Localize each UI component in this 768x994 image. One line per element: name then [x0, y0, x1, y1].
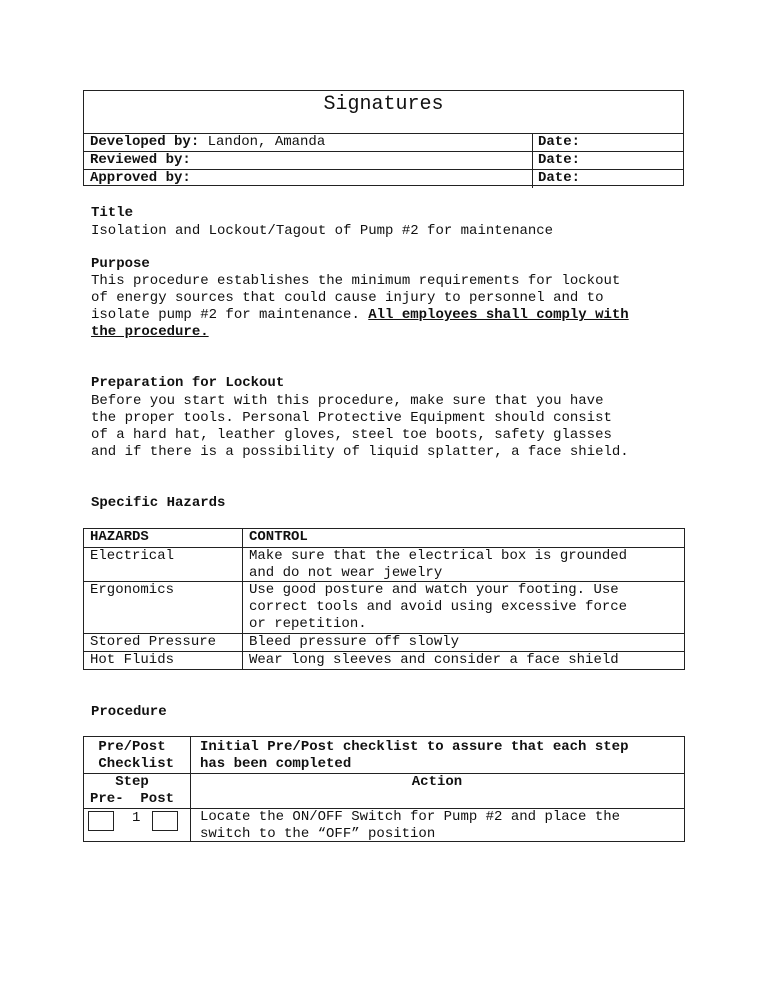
date-label: Date: [532, 134, 683, 152]
checklist-header: Pre/Post Checklist [98, 739, 175, 772]
post-checkbox[interactable] [152, 811, 178, 831]
table-row [84, 581, 684, 632]
purpose-compliance-statement-end: the procedure. [91, 324, 209, 340]
control-cell: Use good posture and watch your footing. Use correct tools and avoid using excessive force or repetition. [249, 582, 628, 632]
action-header: Action [411, 774, 463, 790]
date-label: Date: [532, 170, 683, 188]
reviewed-row [84, 151, 683, 170]
step-action: Locate the ON/OFF Switch for Pump #2 and place the switch to the “OFF” position [200, 809, 621, 842]
developed-value: Landon, Amanda [199, 134, 326, 150]
signatures-table [83, 90, 684, 186]
hazards-heading: Specific Hazards [91, 495, 226, 511]
table-row [84, 651, 684, 668]
signatures-title: Signatures [323, 93, 444, 116]
approved-row [84, 169, 683, 188]
title-heading: Title [91, 205, 134, 221]
table-row [84, 547, 684, 581]
step-header: Step Pre- Post [90, 774, 175, 807]
column-divider [242, 529, 243, 669]
approved-label: Approved by: [90, 170, 191, 186]
preparation-heading: Preparation for Lockout [91, 375, 285, 391]
control-cell: Make sure that the electrical box is grounded and do not wear jewelry [249, 548, 628, 581]
title-text: Isolation and Lockout/Tagout of Pump #2 for maintenance [91, 223, 554, 239]
purpose-line [91, 307, 629, 324]
step-number: 1 [132, 810, 141, 826]
preparation-line: of a hard hat, leather gloves, steel toe boots, safety glasses [91, 427, 612, 443]
control-column-header: CONTROL [249, 529, 308, 545]
initial-checklist-text: Initial Pre/Post checklist to assure that each step has been completed [200, 739, 629, 772]
purpose-heading: Purpose [91, 256, 150, 272]
purpose-line: This procedure establishes the minimum requirements for lockout [91, 273, 621, 289]
control-cell: Wear long sleeves and consider a face shield [249, 652, 619, 668]
control-cell: Bleed pressure off slowly [249, 634, 460, 650]
date-label: Date: [532, 152, 683, 170]
developed-row [84, 133, 683, 152]
hazard-cell: Electrical [90, 548, 175, 564]
procedure-table [83, 736, 685, 842]
hazards-table [83, 528, 685, 670]
purpose-line3-plain: isolate pump #2 for maintenance. [91, 307, 369, 323]
pre-checkbox[interactable] [88, 811, 114, 831]
purpose-compliance-statement: All employees shall comply with [368, 307, 629, 323]
hazard-cell: Hot Fluids [90, 652, 175, 668]
developed-label: Developed by: [90, 134, 200, 150]
hazards-column-header: HAZARDS [90, 529, 149, 545]
table-row [84, 633, 684, 650]
preparation-line: and if there is a possibility of liquid splatter, a face shield. [91, 444, 629, 460]
hazard-cell: Stored Pressure [90, 634, 217, 650]
purpose-line: of energy sources that could cause injury to personnel and to [91, 290, 604, 306]
reviewed-label: Reviewed by: [90, 152, 191, 168]
hazard-cell: Ergonomics [90, 582, 175, 598]
preparation-line: the proper tools. Personal Protective Equipment should consist [91, 410, 612, 426]
preparation-line: Before you start with this procedure, make sure that you have [91, 393, 604, 409]
procedure-heading: Procedure [91, 704, 167, 720]
